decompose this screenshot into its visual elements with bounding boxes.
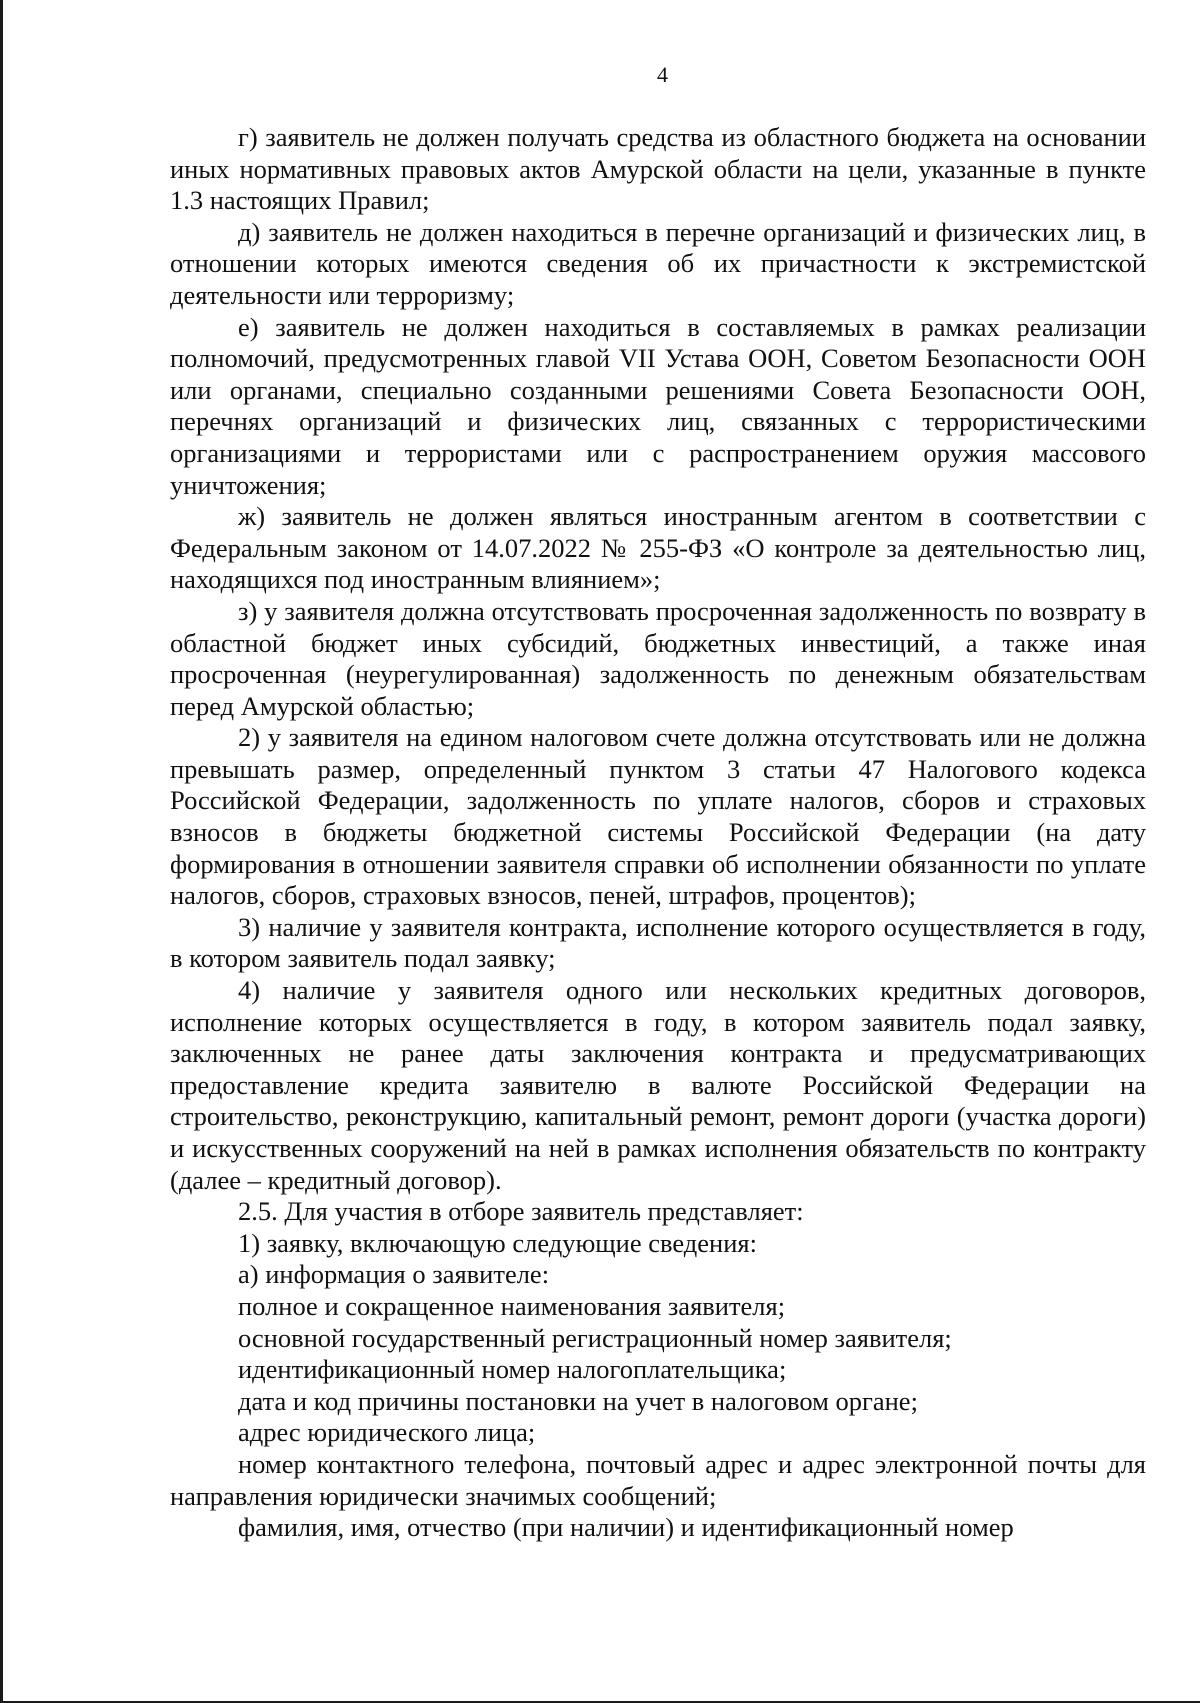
list-item-legal-address: адрес юридического лица; [238,1417,536,1448]
page-number: 4 [657,62,668,87]
scan-left-border [0,0,3,1703]
list-item-director-name: фамилия, имя, отчество (при наличии) и идентификационный номер [238,1512,1014,1543]
list-item-registration-date: дата и код причины постановки на учет в налоговом органе; [238,1385,918,1416]
document-body [170,122,1146,1544]
list-item-full-name: полное и сокращенное наименования заявителя; [238,1290,786,1321]
paragraph-section-2-5: 2.5. Для участия в отборе заявитель представляет: [238,1196,804,1227]
list-item-contacts: номер контактного телефона, почтовый адрес и адрес электронной почты для направления юридически значимых сообщений; [170,1448,1146,1511]
list-item-inn: идентификационный номер налогоплательщика; [238,1354,787,1385]
paragraph-z-condition: з) у заявителя должна отсутствовать просроченная задолженность по возврату в областной бюджет иных субсидий, бюджетных инвестиций, а также иная просроченная (неурегулированная) задолженность по денежным обязательствам перед Амурской областью; [170,595,1146,721]
paragraph-item-2: 2) у заявителя на едином налоговом счете должна отсутствовать или не должна превышать размер, определенный пунктом 3 статьи 47 Налогового кодекса Российской Федерации, задолженность по уплате налогов, сборов и страховых взносов в бюджеты бюджетной системы Российской Федерации (на дату формирования в отношении заявителя справки об исполнении обязанности по уплате налогов, сборов, страховых взносов, пеней, штрафов, процентов); [170,722,1146,911]
list-item-ogrn: основной государственный регистрационный номер заявителя; [238,1322,952,1353]
paragraph-item-4: 4) наличие у заявителя одного или нескольких кредитных договоров, исполнение которых осуществляется в году, в котором заявитель подал заявку, заключенных не ранее даты заключения контракта и предусматривающих предоставление кредита заявителю в валюте Российской Федерации на строительство, реконструкцию, капитальный ремонт, ремонт дороги (участка дороги) и искусственных сооружений на ней в рамках исполнения обязательств по контракту (далее – кредитный договор). [170,975,1146,1195]
paragraph-applicant-info: а) информация о заявителе: [238,1259,550,1290]
paragraph-zh-condition: ж) заявитель не должен являться иностранным агентом в соответствии с Федеральным законом от 14.07.2022 № 255-ФЗ «О контроле за деятельностью лиц, находящихся под иностранным влиянием»; [170,501,1146,595]
paragraph-application-item-1: 1) заявку, включающую следующие сведения: [238,1227,757,1258]
paragraph-item-3: 3) наличие у заявителя контракта, исполнение которого осуществляется в году, в котором заявитель подал заявку; [170,911,1146,974]
paragraph-d-condition: д) заявитель не должен находиться в перечне организаций и физических лиц, в отношении которых имеются сведения об их причастности к экстремистской деятельности или терроризму; [170,216,1146,310]
paragraph-g-condition: г) заявитель не должен получать средства из областного бюджета на основании иных нормативных правовых актов Амурской области на цели, указанные в пункте 1.3 настоящих Правил; [170,122,1146,216]
paragraph-e-condition: е) заявитель не должен находиться в составляемых в рамках реализации полномочий, предусмотренных главой VII Устава ООН, Советом Безопасности ООН или органами, специально созданными решениями Совета Безопасности ООН, перечнях организаций и физических лиц, связанных с террористическими организациями и террористами или с распространением оружия массового уничтожения; [170,311,1146,500]
